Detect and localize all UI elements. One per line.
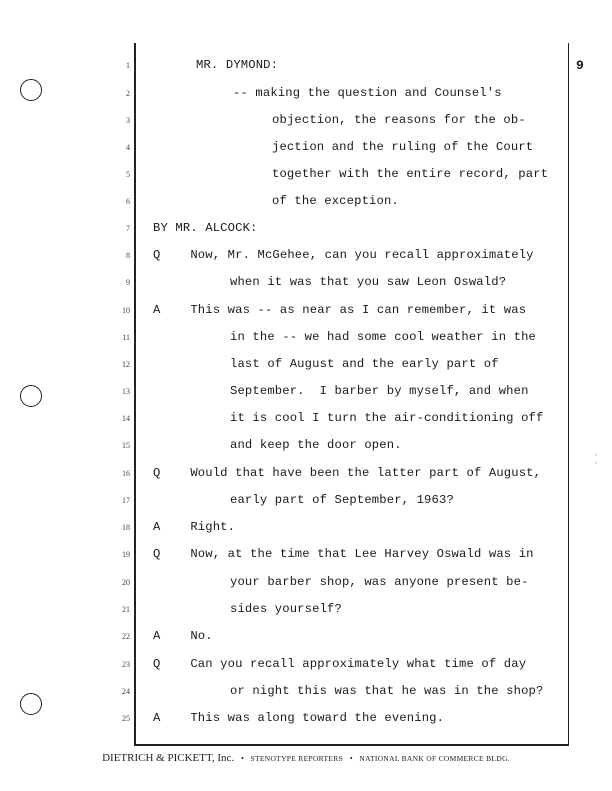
scan-speck: · · xyxy=(594,452,599,468)
line-number-21: 21 xyxy=(122,605,130,614)
transcript-line: or night this was that he was in the shop? xyxy=(230,684,544,698)
line-number-17: 17 xyxy=(122,496,130,505)
page-number: 9 xyxy=(576,58,584,73)
question-line: Q Would that have been the latter part of August, xyxy=(153,466,542,480)
transcript-line: September. I barber by myself, and when xyxy=(230,384,529,398)
punch-hole-bottom xyxy=(20,693,42,715)
line-number-16: 16 xyxy=(122,469,130,478)
reporter-footer xyxy=(0,752,612,764)
question-line: Q Now, Mr. McGehee, can you recall approximately xyxy=(153,248,534,262)
line-number-22: 22 xyxy=(122,632,130,641)
examiner-heading: BY MR. ALCOCK: xyxy=(153,221,258,235)
line-number-18: 18 xyxy=(122,523,130,532)
line-number-12: 12 xyxy=(122,360,130,369)
footer-separator: • xyxy=(240,754,244,763)
line-number-9: 9 xyxy=(126,278,130,287)
transcript-line: in the -- we had some cool weather in the xyxy=(230,330,537,344)
answer-line: A This was along toward the evening. xyxy=(153,711,445,725)
line-number-25: 25 xyxy=(122,714,130,723)
punch-hole-middle xyxy=(20,385,42,407)
line-number-13: 13 xyxy=(122,387,130,396)
footer-service: STENOTYPE REPORTERS xyxy=(250,754,344,763)
transcript-line: last of August and the early part of xyxy=(230,357,499,371)
line-number-3: 3 xyxy=(126,116,130,125)
transcript-line: jection and the ruling of the Court xyxy=(272,140,534,154)
right-margin-rule xyxy=(568,43,569,745)
speaker-heading: MR. DYMOND: xyxy=(196,58,279,72)
footer-separator: • xyxy=(349,754,353,763)
punch-hole-top xyxy=(20,79,42,101)
line-number-24: 24 xyxy=(122,687,130,696)
answer-line: A Right. xyxy=(153,520,236,534)
line-number-19: 19 xyxy=(122,550,130,559)
footer-firm: DIETRICH & PICKETT, Inc. xyxy=(102,752,235,764)
transcript-line: early part of September, 1963? xyxy=(230,493,454,507)
left-margin-rule xyxy=(134,43,136,745)
line-number-20: 20 xyxy=(122,578,130,587)
line-number-11: 11 xyxy=(122,333,130,342)
transcript-line: your barber shop, was anyone present be- xyxy=(230,575,529,589)
transcript-line: and keep the door open. xyxy=(230,438,402,452)
transcript-line: when it was that you saw Leon Oswald? xyxy=(230,275,507,289)
question-line: Q Now, at the time that Lee Harvey Oswald was in xyxy=(153,547,534,561)
line-number-15: 15 xyxy=(122,441,130,450)
line-number-5: 5 xyxy=(126,170,130,179)
footer-address: NATIONAL BANK OF COMMERCE BLDG. xyxy=(359,754,510,763)
line-number-14: 14 xyxy=(122,414,130,423)
transcript-line: -- making the question and Counsel's xyxy=(233,86,502,100)
line-number-7: 7 xyxy=(126,224,130,233)
line-number-2: 2 xyxy=(126,89,130,98)
transcript-line: it is cool I turn the air-conditioning off xyxy=(230,411,544,425)
line-number-4: 4 xyxy=(126,143,130,152)
transcript-line: of the exception. xyxy=(272,194,399,208)
answer-line: A This was -- as near as I can remember, it was xyxy=(153,303,527,317)
line-number-6: 6 xyxy=(126,197,130,206)
transcript-line: together with the entire record, part xyxy=(272,167,549,181)
question-line: Q Can you recall approximately what time of day xyxy=(153,657,527,671)
bottom-rule xyxy=(134,744,569,746)
line-number-1: 1 xyxy=(126,61,130,70)
line-number-10: 10 xyxy=(122,306,130,315)
line-number-23: 23 xyxy=(122,660,130,669)
line-number-8: 8 xyxy=(126,251,130,260)
transcript-line: objection, the reasons for the ob- xyxy=(272,113,526,127)
answer-line: A No. xyxy=(153,629,213,643)
transcript-line: sides yourself? xyxy=(230,602,342,616)
